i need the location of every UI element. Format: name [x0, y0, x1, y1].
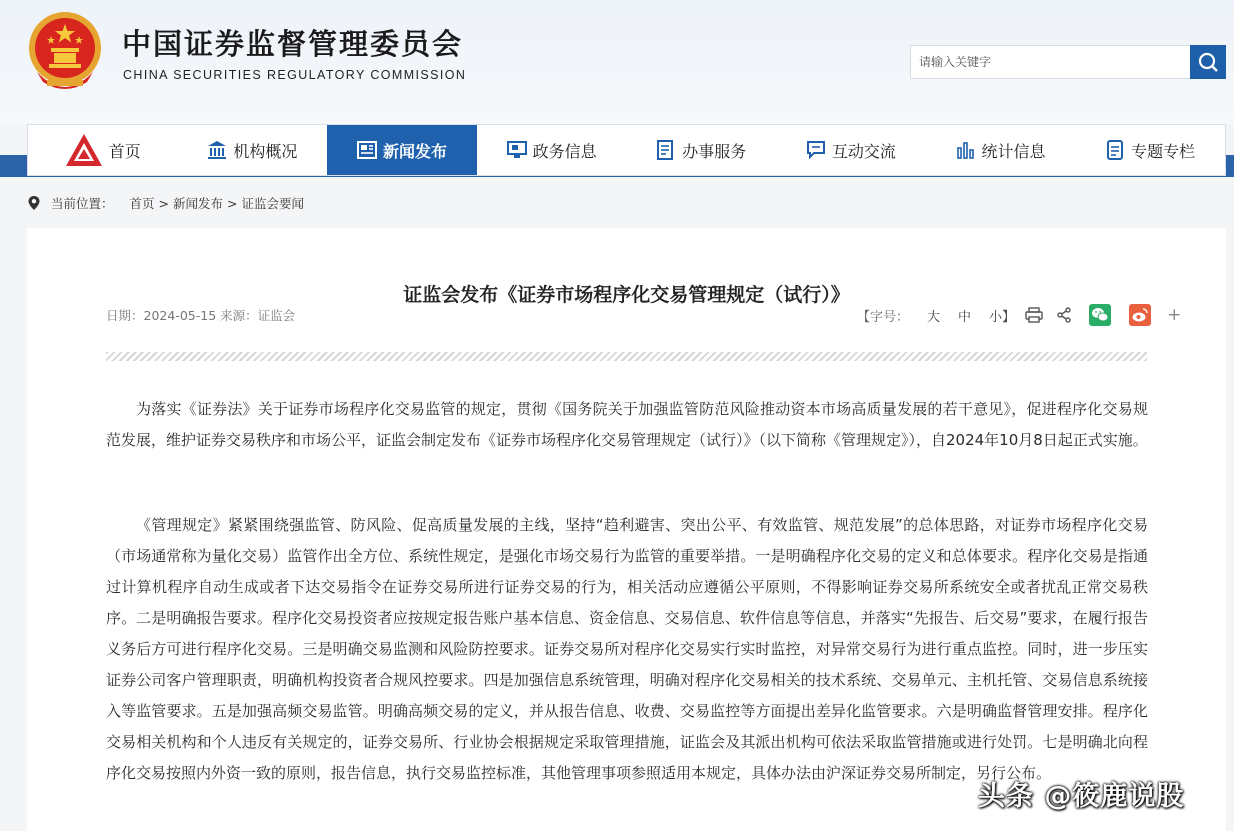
nav-item-home[interactable] — [28, 125, 178, 175]
nav-item-label: 办事服务 — [682, 141, 747, 161]
nav-item-news[interactable] — [327, 125, 477, 175]
font-size-large-button[interactable]: 大 — [927, 309, 941, 325]
font-size-medium-button[interactable]: 中 — [958, 309, 972, 325]
nav-item-label: 机构概况 — [233, 141, 298, 161]
breadcrumb-prefix: 当前位置： — [51, 196, 114, 211]
nav-item-statistics[interactable] — [926, 125, 1076, 175]
chat-icon — [806, 140, 826, 160]
monitor-icon — [507, 140, 527, 160]
nav-item-label: 专题专栏 — [1131, 141, 1196, 161]
site-header — [0, 0, 1234, 124]
breadcrumb-news-link[interactable]: 新闻发布 — [173, 196, 224, 211]
checklist-icon — [656, 140, 676, 160]
article-paragraph: 《管理规定》紧紧围绕强监管、防风险、促高质量发展的主线，坚持“趋利避害、突出公平、有效监管、规范发展”的总体思路，对证券市场程序化交易（市场通常称为量化交易）监管作出全方位、系统性规定，是强化市场交易行为监管的重要举措。一是明确程序化交易的定义和总体要求。程序化交易是指通过计算机程序自动生成或者下达交易指令在证券交易所进行证券交易的行为，相关活动应遵循公平原则，不得影响证券交易所系统安全或者扰乱正常交易秩序。二是明确报告要求。程序化交易投资者应按规定报告账户基本信息、资金信息、交易信息、软件信息等信息，并落实“先报告、后交易”要求，在履行报告义务后方可进行程序化交易。三是明确交易监测和风险防控要求。证券交易所对程序化交易实行实时监控，对异常交易行为进行重点监控。同时，进一步压实证券公司客户管理职责，明确机构投资者合规风控要求。四是加强信息系统管理，明确对程序化交易相关的技术系统、交易单元、主机托管、交易信息系统接入等监管要求。五是加强高频交易监管。明确高频交易的定义，并从报告信息、收费、交易监控等方面提出差异化监管要求。六是明确监督管理安排。程序化交易相关机构和个人违反有关规定的，证券交易所、行业协会根据规定采取管理措施，证监会及其派出机构可依法采取监管措施或进行处罚。七是明确北向程序化交易按照内外资一致的原则，报告信息，执行交易监控标准，其他管理事项参照适用本规定，具体办法由沪深证券交易所制定，另行公布。 — [106, 516, 1148, 782]
wechat-share-icon[interactable] — [1089, 304, 1111, 326]
article-title: 证监会发布《证券市场程序化交易管理规定（试行）》 — [403, 284, 850, 306]
share-icon[interactable] — [1053, 304, 1075, 326]
breadcrumb — [27, 194, 304, 212]
print-icon[interactable] — [1023, 304, 1045, 326]
document-icon — [1105, 140, 1125, 160]
nav-item-topics[interactable] — [1075, 125, 1225, 175]
article-tools — [857, 304, 1181, 326]
breadcrumb-separator: > — [227, 195, 238, 211]
font-size-small-button[interactable]: 小】 — [989, 309, 1016, 325]
nav-item-gov-info[interactable] — [477, 125, 627, 175]
site-subtitle: CHINA SECURITIES REGULATORY COMMISSION — [123, 68, 467, 82]
weibo-share-icon[interactable] — [1129, 304, 1151, 326]
main-nav — [27, 124, 1226, 176]
font-size-label: 【字号： — [857, 309, 910, 325]
national-emblem-icon — [27, 10, 103, 94]
title-divider — [106, 352, 1147, 361]
watermark: 头条 @筱鹿说股 — [978, 781, 1185, 812]
nav-item-label: 统计信息 — [981, 141, 1046, 161]
csrc-logo-icon — [65, 132, 103, 168]
location-pin-icon — [27, 195, 41, 211]
search-button[interactable] — [1190, 45, 1226, 79]
article-paragraph: 为落实《证券法》关于证券市场程序化交易监管的规定，贯彻《国务院关于加强监管防范风险推动资本市场高质量发展的若干意见》，促进程序化交易规范发展，维护证券交易秩序和市场公平，证监会制定发布《证券市场程序化交易管理规定（试行）》（以下简称《管理规定》），自2024年10月8日起正式实施。 — [106, 400, 1148, 449]
nav-item-about[interactable] — [178, 125, 328, 175]
newspaper-icon — [357, 140, 377, 160]
breadcrumb-current-link[interactable]: 证监会要闻 — [241, 196, 305, 211]
nav-item-interaction[interactable] — [776, 125, 926, 175]
breadcrumb-separator: > — [158, 195, 170, 211]
search-input[interactable] — [910, 45, 1190, 79]
nav-item-services[interactable] — [627, 125, 777, 175]
nav-item-label: 新闻发布 — [383, 141, 448, 161]
article-card — [27, 228, 1226, 831]
breadcrumb-home-link[interactable]: 首页 — [129, 196, 155, 211]
building-icon — [207, 140, 227, 160]
more-share-button[interactable]: + — [1167, 305, 1182, 325]
nav-item-label: 政务信息 — [532, 141, 597, 161]
nav-item-label: 首页 — [108, 141, 141, 161]
article-meta: 日期：2024-05-15 来源：证监会 — [106, 308, 296, 323]
search-icon — [1197, 51, 1219, 73]
bar-chart-icon — [956, 140, 976, 160]
nav-item-label: 互动交流 — [831, 141, 896, 161]
site-title: 中国证券监督管理委员会 — [122, 27, 464, 61]
